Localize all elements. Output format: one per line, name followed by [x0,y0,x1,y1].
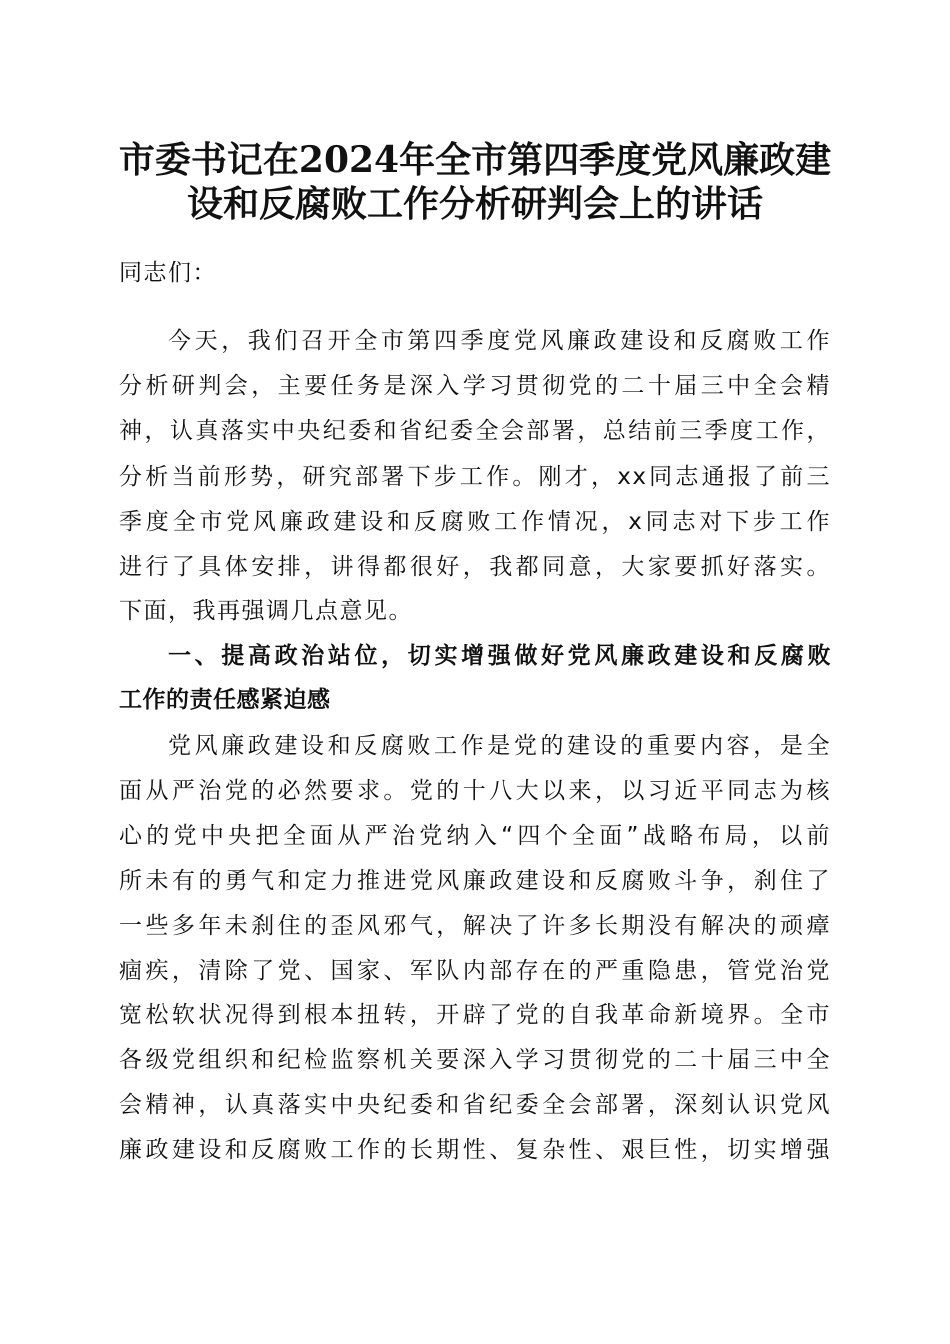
document-title-line-1: 市委书记在2024年全市第四季度党风廉政建 [118,139,832,181]
section-body-line: 廉政建设和反腐败工作的长期性、复杂性、艰巨性，切实增强 [119,1137,831,1163]
section-body-line: 党风廉政建设和反腐败工作是党的建设的重要内容，是全 [168,733,831,759]
document-title-line-2: 设和反腐败工作分析研判会上的讲话 [186,183,763,225]
section-body-line: 痼疾，清除了党、国家、军队内部存在的严重隐患，管党治党 [119,958,831,984]
section-body-line: 心的党中央把全面从严治党纳入“四个全面”战略布局，以前 [119,823,831,849]
intro-line: 分析研判会，主要任务是深入学习贯彻党的二十届三中全会精 [119,373,831,399]
section-body-line: 面从严治党的必然要求。党的十八大以来，以习近平同志为核 [119,778,831,804]
intro-line: 分析当前形势，研究部署下步工作。刚才，xx同志通报了前三 [119,464,831,490]
intro-line: 进行了具体安排，讲得都很好，我都同意，大家要抓好落实。 [119,554,831,580]
section-body-line: 各级党组织和纪检监察机关要深入学习贯彻党的二十届三中全 [119,1047,831,1073]
intro-line: 季度全市党风廉政建设和反腐败工作情况，x同志对下步工作 [119,509,831,535]
intro-line: 今天，我们召开全市第四季度党风廉政建设和反腐败工作 [168,328,831,354]
section-heading-line: 工作的责任感紧迫感 [119,687,331,713]
section-body-line: 会精神，认真落实中央纪委和省纪委全会部署，深刻认识党风 [119,1092,831,1118]
salutation: 同志们： [119,260,217,286]
intro-line: 下面，我再强调几点意见。 [119,598,413,624]
intro-line: 神，认真落实中央纪委和省纪委全会部署，总结前三季度工作， [119,418,831,444]
section-body-line: 宽松软状况得到根本扭转，开辟了党的自我革命新境界。全市 [119,1002,831,1028]
section-body-line: 所未有的勇气和定力推进党风廉政建设和反腐败斗争，刹住了 [119,868,831,894]
section-body-line: 一些多年未刹住的歪风邪气，解决了许多长期没有解决的顽瘴 [119,913,831,939]
section-heading-line: 一、提高政治站位，切实增强做好党风廉政建设和反腐败 [168,643,831,669]
